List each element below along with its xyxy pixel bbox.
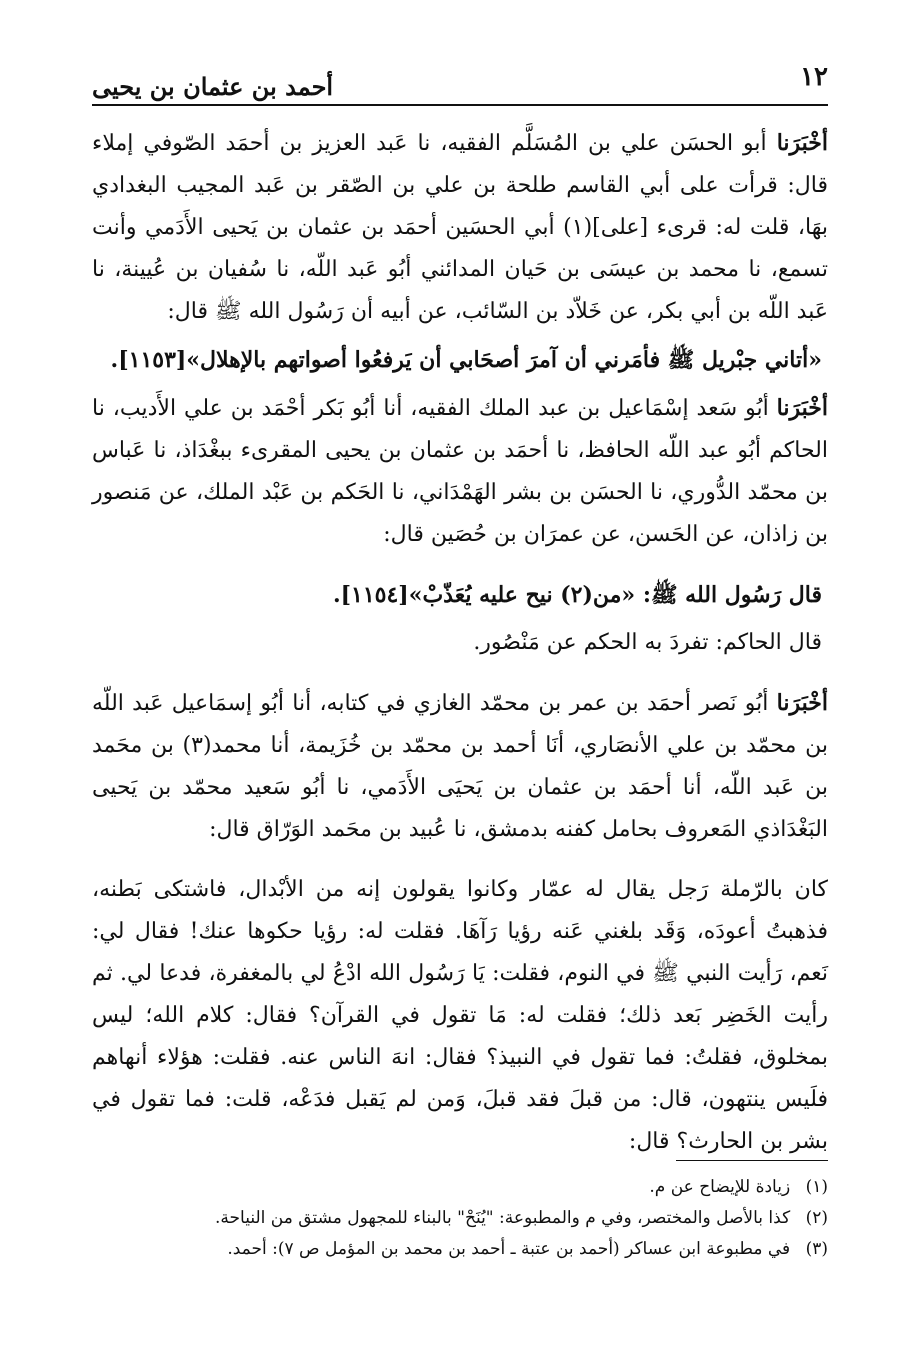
footnotes <box>92 1172 828 1265</box>
hakim-note: قال الحاكم: تفردَ به الحكم عن مَنْصُور. <box>473 630 822 655</box>
paragraph-3 <box>92 682 828 851</box>
page-number: ١٢ <box>800 62 828 92</box>
hadith-quote-2: قال رَسُول الله ﷺ: «من(٢) نيح عليه يُعَذّبْ»[١١٥٤]. <box>332 582 822 608</box>
hadith-quote-1: «أتاني جبْريل ﷺ فأمَرني أن آمرَ أصحَابي أن يَرفعُوا أصواتهم بالإهلال»[١١٥٣]. <box>110 347 822 373</box>
paragraph-1-lead: أخْبَرَنا <box>776 130 829 156</box>
footnote-3 <box>92 1234 828 1265</box>
paragraph-4: كان بالرّملة رَجل يقال له عمّار وكانوا يقولون إنه من الأبْدال، فاشتكى بَطنه، فذهبتُ أعودَه، وَقَد بلغني عَنه رؤيا رَآهَا. فقلت له: رؤيا حكوها عنك! فقال لي: نَعم، رَأيت النبي ﷺ في النوم، فقلت: يَا رَسُول الله ادْعُ لي بالمغفرة، فدعا لي. ثم رأيت الخَضِر بَعد ذلك؛ فقلت له: مَا تقول في القرآن؟ فقال: كلام الله؛ ليس بمخلوق، فقلتُ: فما تقول في النبيذ؟ فقال: انهَ الناس عنه. فقلت: هؤلاء أنهاهم فلَيس ينتهون، قال: من قبلَ فقد قبلَ، وَمن لم يَقبل فدَعْه، قلت: فما تقول في بشر بن الحارث؟ قال: <box>92 877 828 1154</box>
running-title: أحمد بن عثمان بن يحيى <box>92 72 334 101</box>
footnote-1-number: (١) <box>805 1177 828 1197</box>
footnote-3-text: في مطبوعة ابن عساكر (أحمد بن عتبة ـ أحمد بن محمد بن المؤمل ص ٧): أحمد. <box>227 1239 791 1259</box>
footnote-2-text: كذا بالأصل والمختصر، وفي م والمطبوعة: "يُنَحْ" بالبناء للمجهول مشتق من النياحة. <box>215 1208 791 1228</box>
main-text <box>92 122 828 1163</box>
paragraph-2-lead: أخْبَرَنا <box>776 395 828 421</box>
paragraph-3-lead: أخْبَرَنا <box>776 690 828 716</box>
paragraph-2 <box>92 387 828 556</box>
footnote-divider <box>676 1160 828 1161</box>
footnote-1-text: زيادة للإيضاح عن م. <box>649 1177 791 1197</box>
footnote-2-number: (٢) <box>805 1208 828 1228</box>
paragraph-1 <box>92 122 828 333</box>
paragraph-1-text: أبو الحسَن علي بن المُسَلَّم الفقيه، نا عَبد العزيز بن أحمَد الصّوفي إملاء قال: قرأت على أبي القاسم طلحة بن علي بن الصّقر بن عَبد المجيب البغدادي بهَا، قلت له: قرىء [على](١) أبي الحسَين أحمَد بن عثمان بن يَحيى الأَدَمي وأنت تسمع، نا محمد بن عيسَى بن حَيان المدائني أبُو عَبد اللّه، نا سُفيان بن عُيينة، نا عَبد اللّه بن أبي بكر، عن خَلاّد بن السّائب، عن أبيه أن رَسُول الله ﷺ قال: <box>92 131 828 324</box>
page-header <box>92 58 828 106</box>
paragraph-2-text: أبُو سَعد إسْمَاعيل بن عبد الملك الفقيه، أنا أبُو بَكر أحْمَد بن علي الأَديب، نا الحاكم أبُو عبد اللّه الحافظ، نا أحمَد بن عثمان بن يحيى المقرىء ببغْدَاذ، نا عَباس بن محمّد الدُّوري، نا الحسَن بن بشر الهَمْدَاني، نا الحَكم بن عَبْد الملك، عن مَنصور بن زاذان، عن الحَسن، عن عمرَان بن حُصَين قال: <box>92 396 828 547</box>
paragraph-3-text: أبُو نَصر أحمَد بن عمر بن محمّد الغازي في كتابه، أنا أبُو إسمَاعيل عَبد اللّه بن محمّد بن علي الأنصَاري، أنَا أحمد بن محمّد بن خُزَيمة، أنا محمد(٣) بن محَمد بن عَبد اللّه، أنا أحمَد بن عثمان بن يَحيَى الأَدَمي، نا أبُو سَعيد محمّد بن يَحيى البَغْدَاذي المَعروف بحامل كفنه بدمشق، نا عُبيد بن محَمد الوَرّاق قال: <box>92 691 828 842</box>
footnote-1 <box>92 1172 828 1203</box>
footnote-3-number: (٣) <box>805 1239 828 1259</box>
footnote-2 <box>92 1203 828 1234</box>
